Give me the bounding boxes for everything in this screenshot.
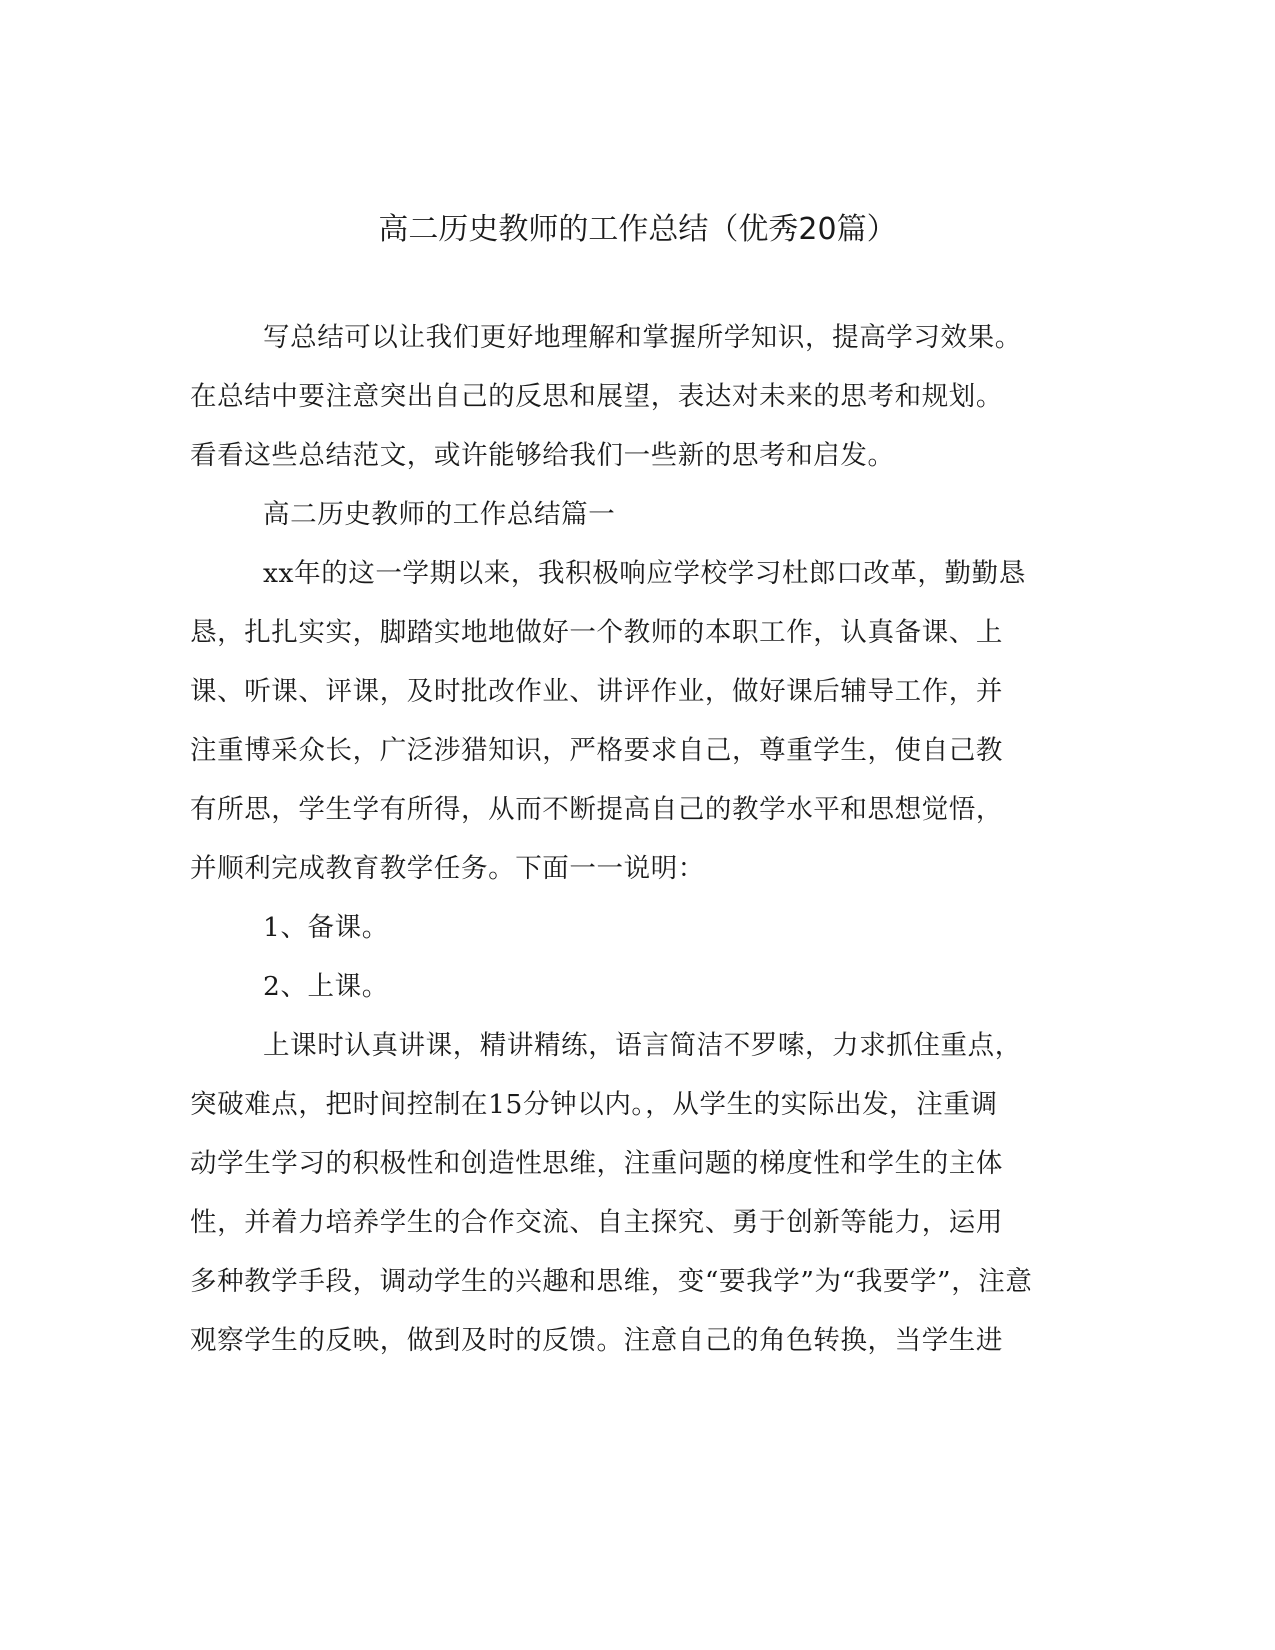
paragraph-line: 课、听课、评课，及时批改作业、讲评作业，做好课后辅导工作，并 (190, 676, 1003, 707)
paragraph-line: 并顺利完成教育教学任务。下面一一说明： (190, 853, 705, 884)
list-item: 1、备课。 (263, 912, 389, 943)
paragraph-line: 在总结中要注意突出自己的反思和展望，表达对未来的思考和规划。 (190, 381, 1003, 412)
paragraph-line: xx年的这一学期以来，我积极响应学校学习杜郎口改革，勤勤恳 (263, 558, 1026, 589)
paragraph-line: 性，并着力培养学生的合作交流、自主探究、勇于创新等能力，运用 (190, 1207, 1003, 1238)
paragraph-line: 恳，扎扎实实，脚踏实地地做好一个教师的本职工作，认真备课、上 (190, 617, 1003, 648)
list-item: 2、上课。 (263, 971, 389, 1002)
paragraph-line: 动学生学习的积极性和创造性思维，注重问题的梯度性和学生的主体 (190, 1148, 1003, 1179)
document-title: 高二历史教师的工作总结（优秀20篇） (378, 212, 897, 247)
paragraph-line: 突破难点，把时间控制在15分钟以内。，从学生的实际出发，注重调 (190, 1089, 998, 1120)
paragraph-line: 看看这些总结范文，或许能够给我们一些新的思考和启发。 (190, 440, 895, 471)
paragraph-line: 注重博采众长，广泛涉猎知识，严格要求自己，尊重学生，使自己教 (190, 735, 1003, 766)
paragraph-line: 写总结可以让我们更好地理解和掌握所学知识，提高学习效果。 (263, 322, 1022, 353)
paragraph-line: 多种教学手段，调动学生的兴趣和思维，变“要我学”为“我要学”，注意 (190, 1266, 1033, 1297)
paragraph-line: 观察学生的反映，做到及时的反馈。注意自己的角色转换，当学生进 (190, 1325, 1003, 1356)
section-heading: 高二历史教师的工作总结篇一 (263, 499, 616, 530)
paragraph-line: 有所思，学生学有所得，从而不断提高自己的教学水平和思想觉悟， (190, 794, 1003, 825)
paragraph-line: 上课时认真讲课，精讲精练，语言简洁不罗嗦，力求抓住重点， (263, 1030, 1022, 1061)
